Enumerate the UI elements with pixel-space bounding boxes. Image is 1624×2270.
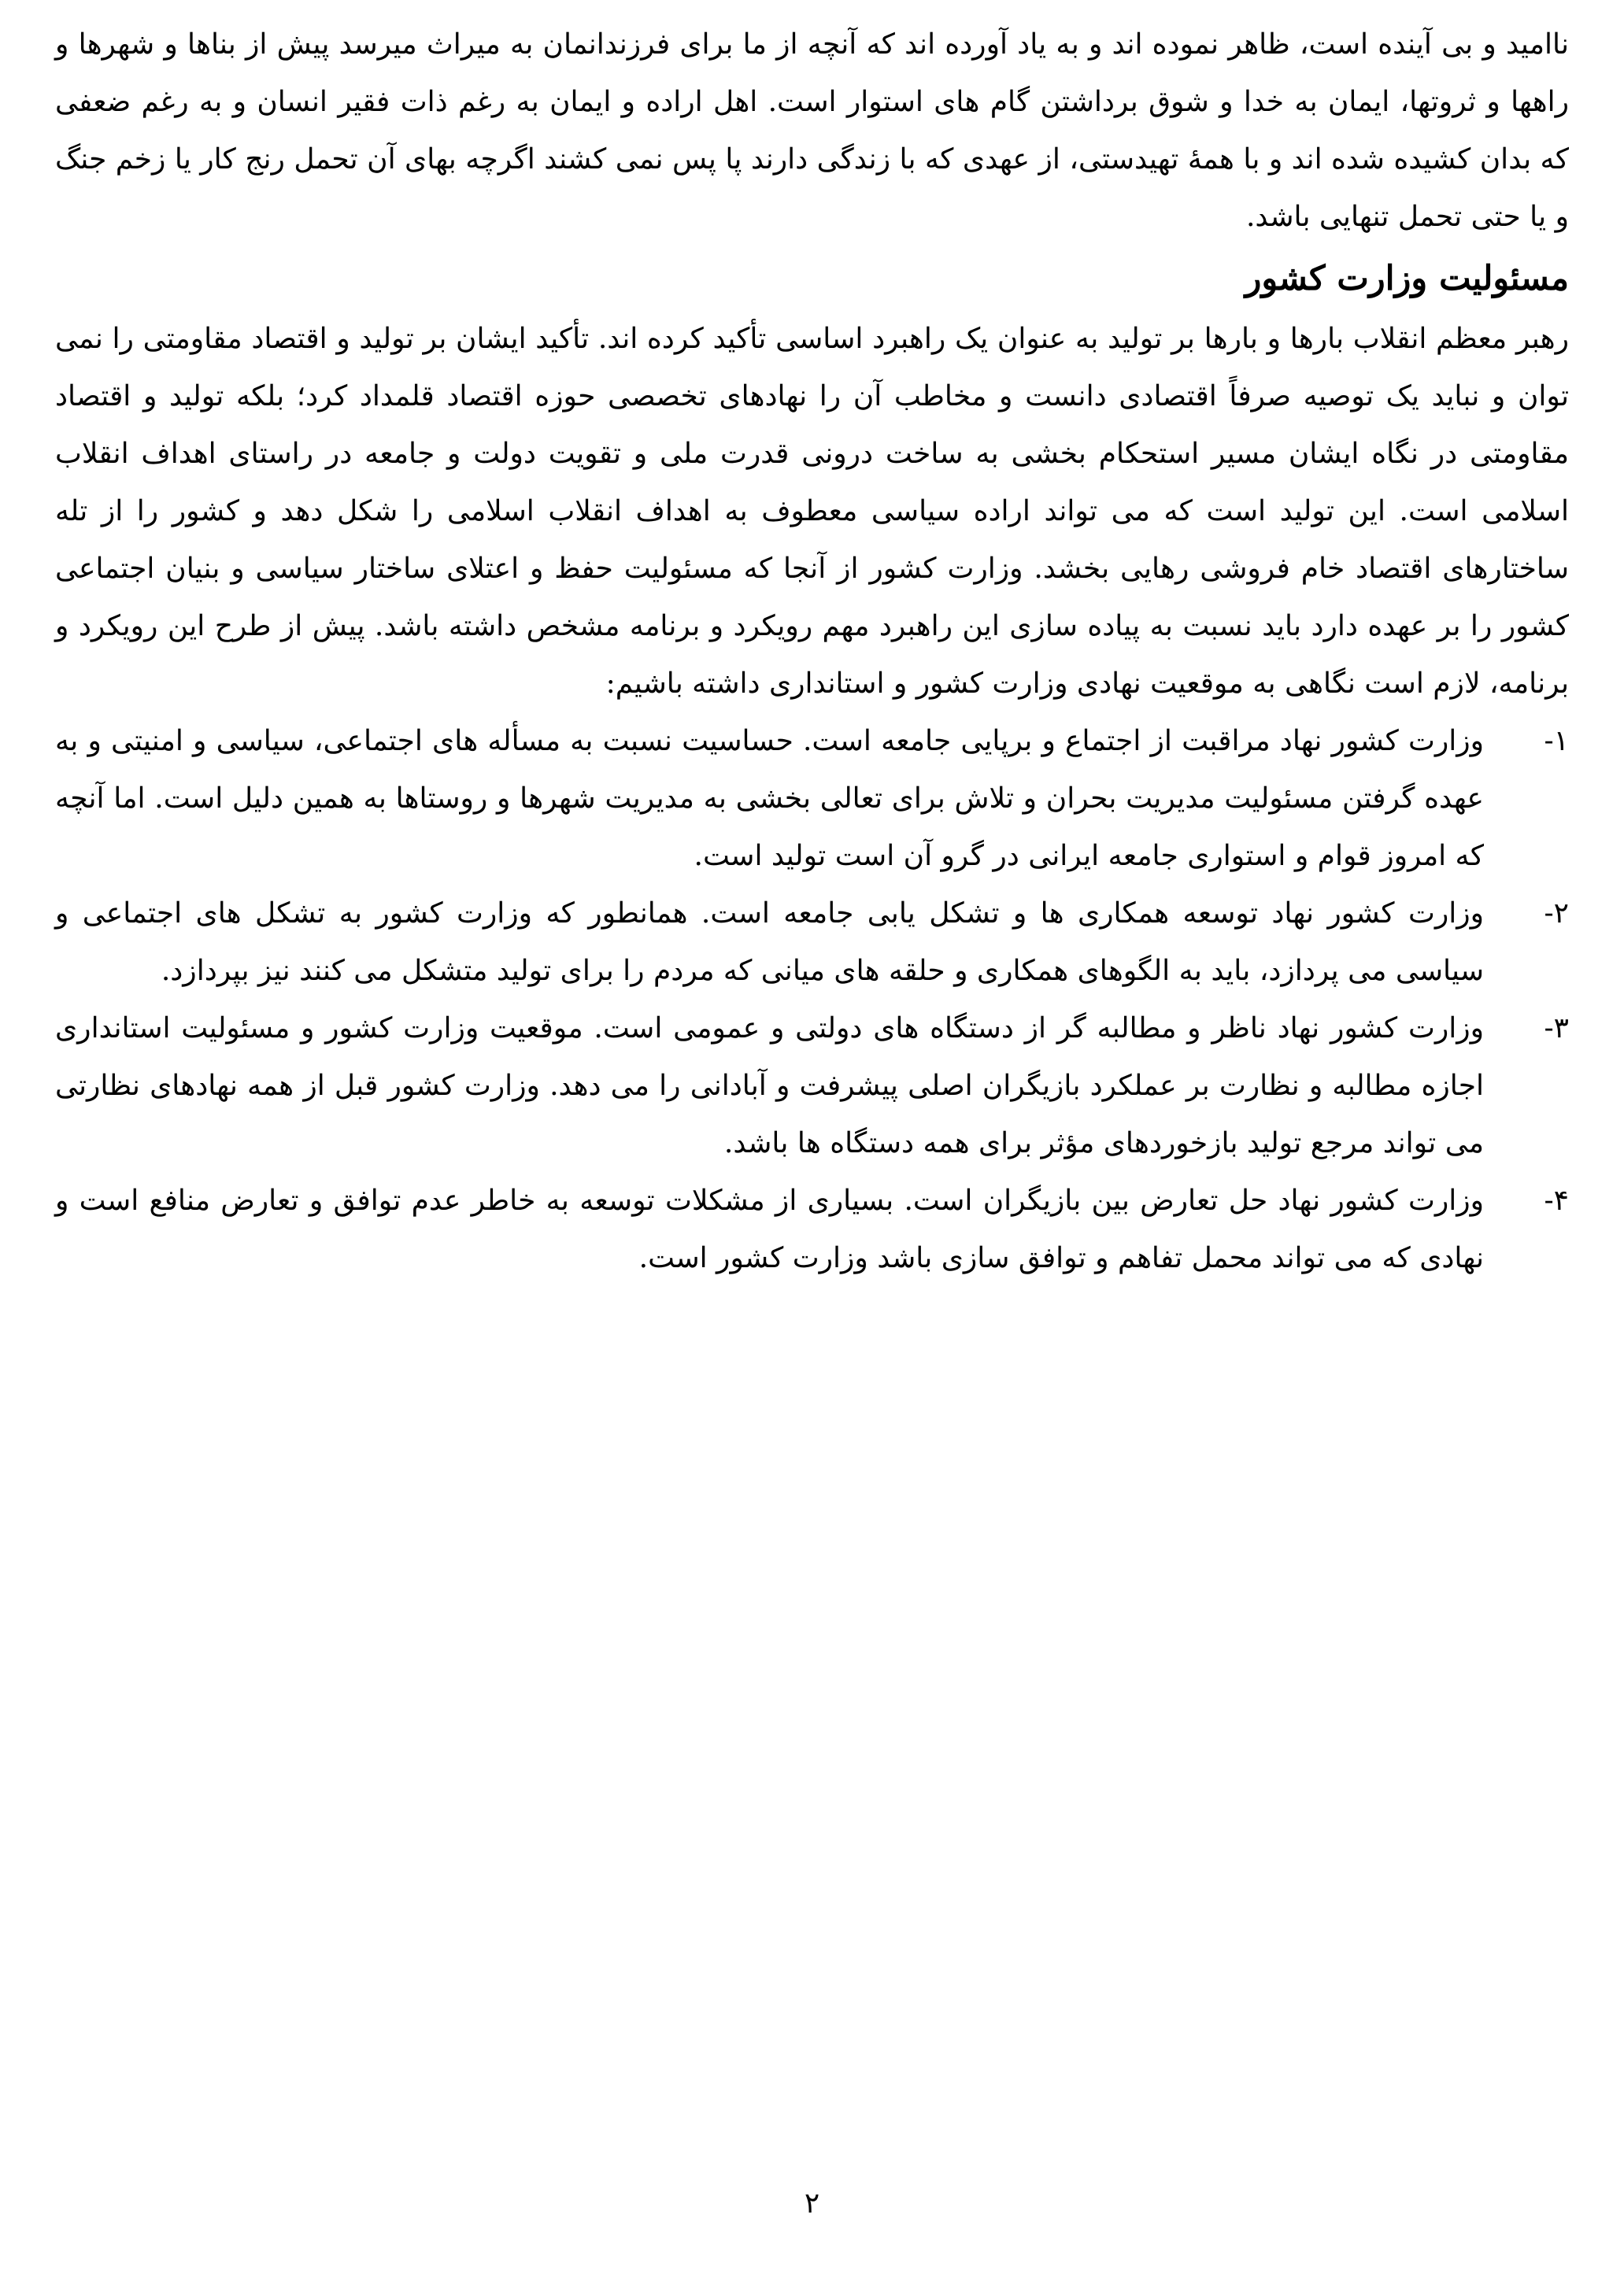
list-item	[55, 712, 1569, 885]
list-item-number: ۳-	[1544, 1012, 1569, 1044]
list-item-text: وزارت کشور نهاد حل تعارض بین بازیگران است. بسیاری از مشکلات توسعه به خاطر عدم توافق و تعارض منافع است و نهادی که می تواند محمل تفاهم و توافق سازی باشد وزارت کشور است.	[55, 1185, 1484, 1274]
numbered-list	[55, 712, 1569, 1287]
list-item	[55, 1172, 1569, 1287]
section-paragraph: رهبر معظم انقلاب بارها و بارها بر تولید به عنوان یک راهبرد اساسی تأکید کرده اند. تأکید ایشان بر تولید و اقتصاد مقاومتی را نمی توان و نباید یک توصیه صرفاً اقتصادی دانست و مخاطب آن را نهادهای تخصصی حوزه اقتصاد قلمداد کرد؛ بلکه تولید و اقتصاد مقاومتی در نگاه ایشان مسیر استحکام بخشی به ساخت درونی قدرت ملی و تقویت دولت و جامعه در راستای اهداف انقلاب اسلامی است. این تولید است که می تواند اراده سیاسی معطوف به اهداف انقلاب اسلامی را شکل دهد و کشور را از تله ساختارهای اقتصاد خام فروشی رهایی بخشد. وزارت کشور از آنجا که مسئولیت حفظ و اعتلای ساختار سیاسی و بنیان اجتماعی کشور را بر عهده دارد باید نسبت به پیاده سازی این راهبرد مهم رویکرد و برنامه مشخص داشته باشد. پیش از طرح این رویکرد و برنامه، لازم است نگاهی به موقعیت نهادی وزارت کشور و استانداری داشته باشیم:	[55, 323, 1570, 700]
list-item	[55, 1000, 1569, 1172]
list-item-number: ۴-	[1544, 1185, 1569, 1217]
intro-paragraph: ناامید و بی آینده است، ظاهر نموده اند و به یاد آورده اند که آنچه از ما برای فرزندانمان به میراث میرسد پیش از بناها و شهرها و راهها و ثروتها، ایمان به خدا و شوق برداشتن گام های استوار است. اهل اراده و ایمان به رغم ذات فقیر انسان و به رغم ضعفی که بدان کشیده شده اند و با همهٔ تهیدستی، از عهدی که با زندگی دارند پا پس نمی کشند اگرچه بهای آن تحمل رنج کار یا زخم جنگ و یا حتی تحمل تنهایی باشد.	[55, 28, 1570, 233]
list-item-text: وزارت کشور نهاد ناظر و مطالبه گر از دستگاه های دولتی و عمومی است. موقعیت وزارت کشور و مسئولیت استانداری اجازه مطالبه و نظارت بر عملکرد بازیگران اصلی پیشرفت و آبادانی را می دهد. وزارت کشور قبل از همه نهادهای نظارتی می تواند مرجع تولید بازخوردهای مؤثر برای همه دستگاه ها باشد.	[55, 1012, 1484, 1159]
list-item-text: وزارت کشور نهاد توسعه همکاری ها و تشکل یابی جامعه است. همانطور که وزارت کشور به تشکل های اجتماعی و سیاسی می پردازد، باید به الگوهای همکاری و حلقه های میانی که مردم را برای تولید متشکل می کنند نیز بپردازد.	[55, 897, 1484, 987]
page-content	[55, 16, 1569, 1287]
list-item-number: ۱-	[1544, 725, 1569, 757]
section-heading: مسئولیت وزارت کشور	[1245, 259, 1569, 298]
list-item	[55, 885, 1569, 1000]
page-number: ۲	[804, 2187, 820, 2220]
list-item-text: وزارت کشور نهاد مراقبت از اجتماع و برپایی جامعه است. حساسیت نسبت به مسأله های اجتماعی، سیاسی و امنیتی و به عهده گرفتن مسئولیت مدیریت بحران و تلاش برای تعالی بخشی به مدیریت شهرها و روستاها به همین دلیل است. اما آنچه که امروز قوام و استواری جامعه ایرانی در گرو آن است تولید است.	[55, 725, 1484, 872]
list-item-number: ۲-	[1544, 897, 1569, 930]
